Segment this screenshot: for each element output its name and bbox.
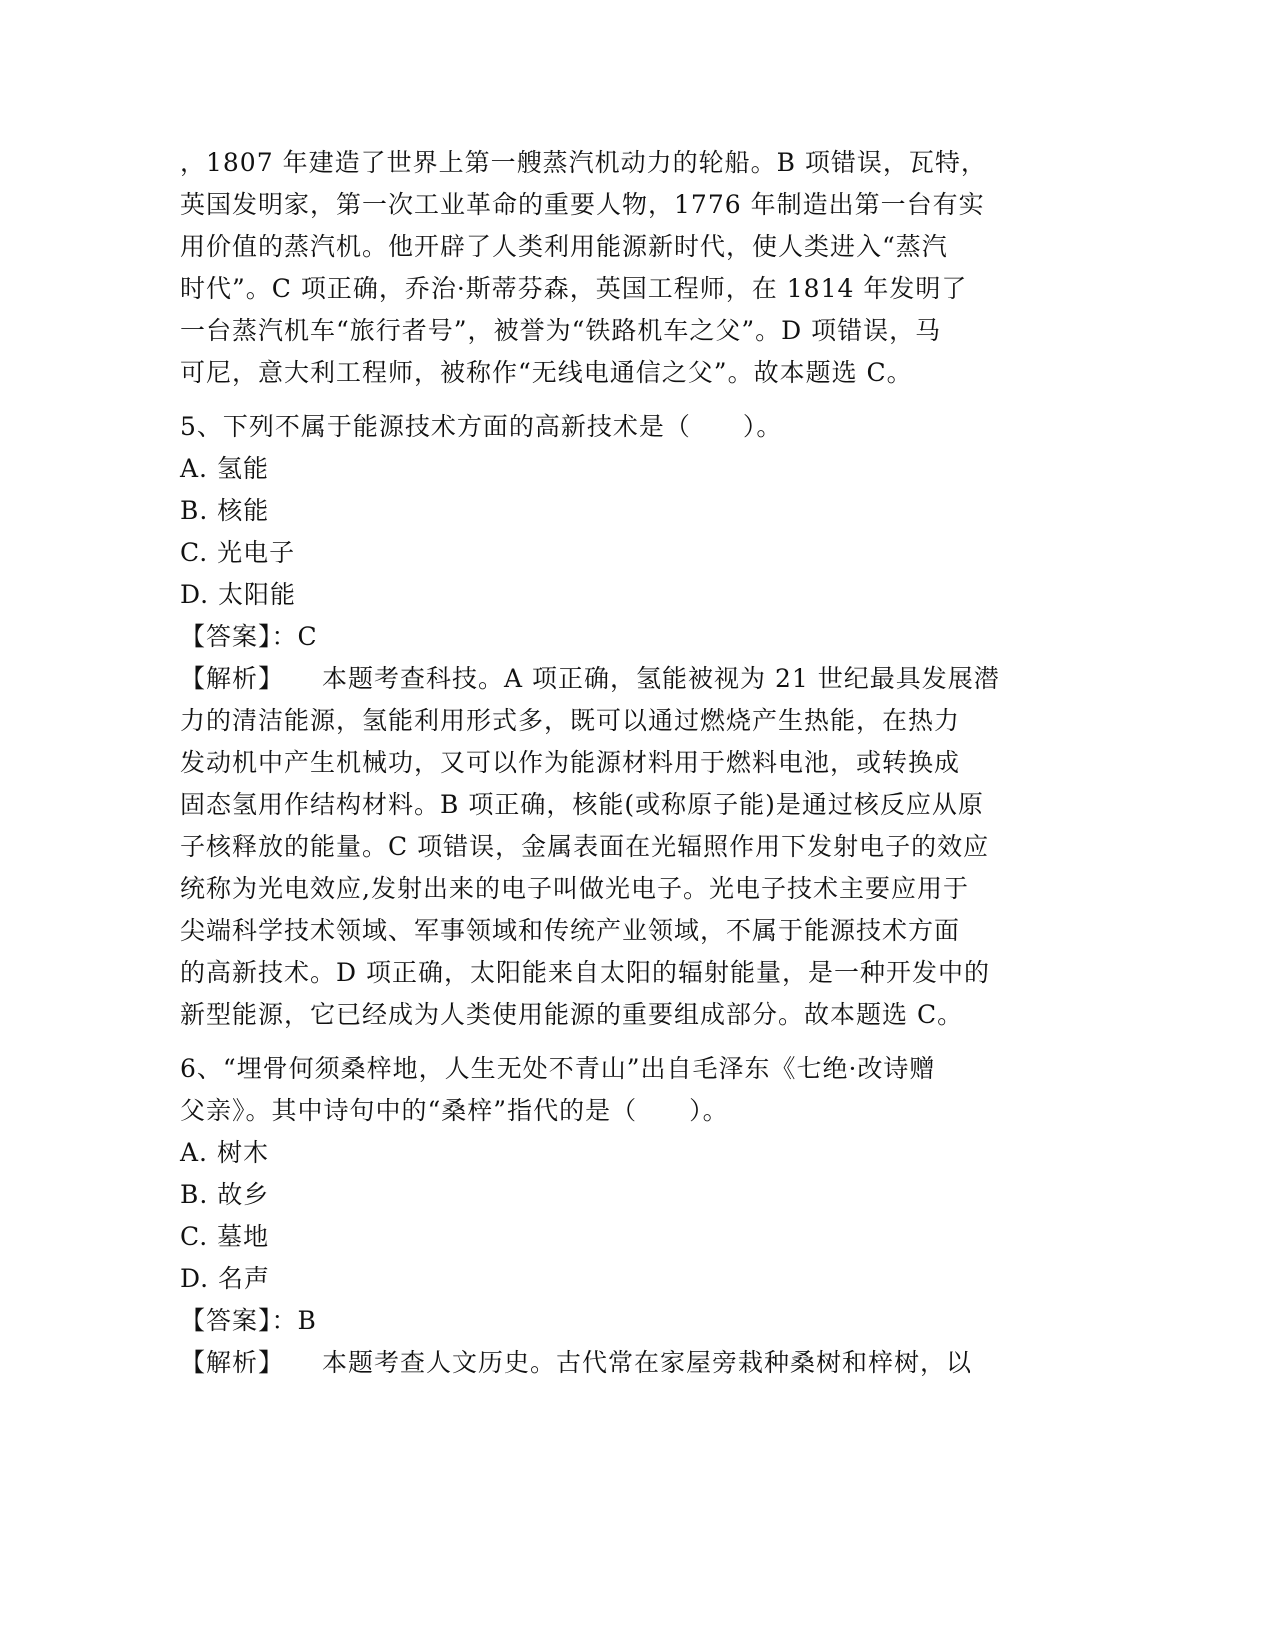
option-c: C. 墓地 (180, 1222, 270, 1251)
question-5 (180, 406, 1040, 1036)
answer-value: C (297, 622, 318, 651)
analysis-first-line (180, 1342, 1040, 1384)
option-a: A. 氢能 (180, 454, 269, 483)
analysis-line: 固态氢用作结构材料。B 项正确，核能(或称原子能)是通过核反应从原 (180, 790, 984, 819)
option-c: C. 光电子 (180, 538, 296, 567)
analysis-line: 的高新技术。D 项正确，太阳能来自太阳的辐射能量，是一种开发中的 (180, 958, 990, 987)
analysis-line: 力的清洁能源，氢能利用形式多，既可以通过燃烧产生热能，在热力 (180, 706, 961, 735)
question-stem: 6、“埋骨何须桑梓地，人生无处不青山”出自毛泽东《七绝·改诗赠 (180, 1054, 936, 1083)
answer-label: 【答案】： (180, 622, 298, 651)
answer-value: B (297, 1306, 317, 1335)
analysis-line: 发动机中产生机械功，又可以作为能源材料用于燃料电池，或转换成 (180, 748, 961, 777)
option-b: B. 核能 (180, 496, 270, 525)
analysis-label: 【解析】 (180, 664, 285, 693)
text-line: 一台蒸汽机车“旅行者号”，被誉为“铁路机车之父”。D 项错误，马 (180, 316, 942, 345)
analysis-line: 子核释放的能量。C 项错误，金属表面在光辐照作用下发射电子的效应 (180, 832, 990, 861)
continued-analysis-paragraph (180, 142, 1040, 394)
text-line: 时代”。C 项正确，乔治·斯蒂芬森，英国工程师，在 1814 年发明了 (180, 274, 968, 303)
analysis-line: 新型能源，它已经成为人类使用能源的重要组成部分。故本题选 C。 (180, 1000, 964, 1029)
text-line: 英国发明家，第一次工业革命的重要人物，1776 年制造出第一台有实 (180, 190, 985, 219)
question-stem: 父亲》。其中诗句中的“桑梓”指代的是（ ）。 (180, 1096, 729, 1125)
analysis-label: 【解析】 (180, 1348, 285, 1377)
document-page (180, 142, 1040, 1384)
option-d: D. 名声 (180, 1264, 271, 1293)
analysis-line: 统称为光电效应,发射出来的电子叫做光电子。光电子技术主要应用于 (180, 874, 969, 903)
option-b: B. 故乡 (180, 1180, 270, 1209)
analysis-text: 本题考查人文历史。古代常在家屋旁栽种桑树和梓树，以 (322, 1348, 973, 1377)
option-a: A. 树木 (180, 1138, 269, 1167)
answer-line (180, 616, 1040, 658)
question-6 (180, 1048, 1040, 1384)
question-stem: 5、下列不属于能源技术方面的高新技术是（ ）。 (180, 412, 783, 441)
text-line: ，1807 年建造了世界上第一艘蒸汽机动力的轮船。B 项错误，瓦特， (180, 148, 987, 177)
answer-line (180, 1300, 1040, 1342)
analysis-first-line (180, 658, 1040, 700)
text-line: 用价值的蒸汽机。他开辟了人类利用能源新时代，使人类进入“蒸汽 (180, 232, 948, 261)
analysis-text: 本题考查科技。A 项正确，氢能被视为 21 世纪最具发展潜 (322, 664, 1000, 693)
text-line: 可尼，意大利工程师，被称作“无线电通信之父”。故本题选 C。 (180, 358, 913, 387)
option-d: D. 太阳能 (180, 580, 297, 609)
answer-label: 【答案】： (180, 1306, 298, 1335)
analysis-line: 尖端科学技术领域、军事领域和传统产业领域，不属于能源技术方面 (180, 916, 961, 945)
